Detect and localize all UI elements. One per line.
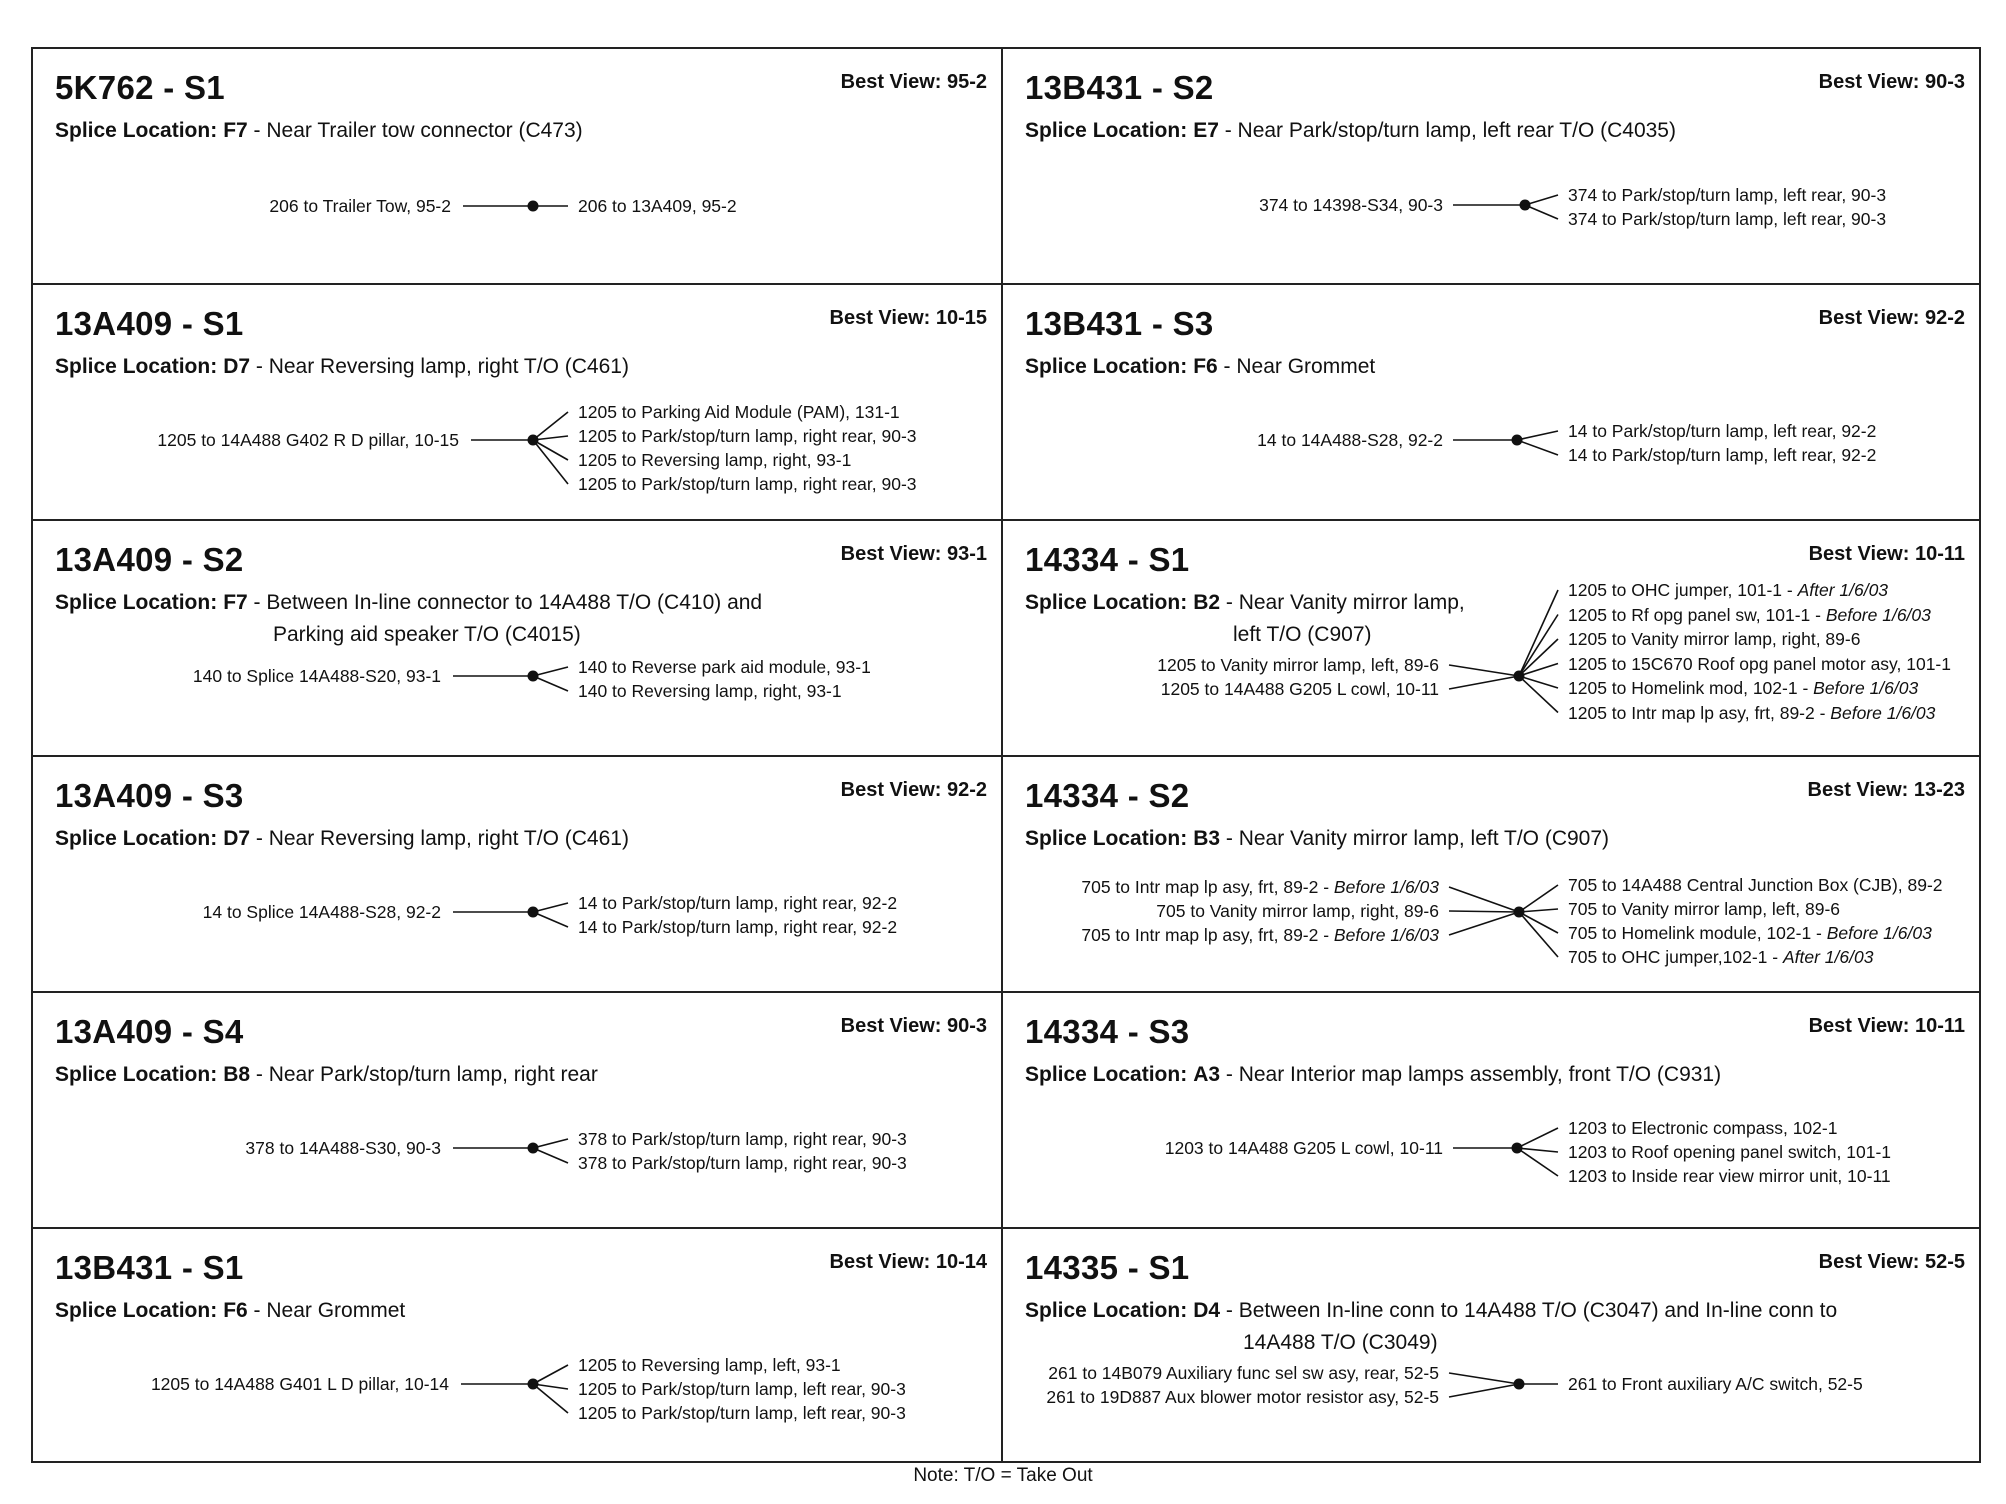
right-wire-label: 261 to Front auxiliary A/C switch, 52-5 (1568, 1374, 1863, 1394)
right-wire-label: 1205 to Reversing lamp, right, 93-1 (578, 450, 852, 470)
location-code: D4 (1193, 1299, 1221, 1322)
splice-location-label: Splice Location: (1025, 827, 1188, 850)
left-wire-label: 14 to Splice 14A488-S28, 92-2 (202, 902, 441, 922)
splice-location (55, 351, 987, 383)
location-code: D7 (223, 827, 251, 850)
splice-location-label: Splice Location: (55, 1299, 218, 1322)
right-wire-label: 705 to 14A488 Central Junction Box (CJB), 89-2 (1568, 875, 1943, 895)
splice-id: 14334 - S2 (1025, 777, 1190, 814)
splice-location (55, 823, 987, 855)
right-wire-line (533, 440, 568, 460)
left-wire-label: 261 to 14B079 Auxiliary func sel sw asy, rear, 52-5 (1048, 1363, 1439, 1383)
left-wire-label: 705 to Intr map lp asy, frt, 89-2 - Before 1/6/03 (1081, 925, 1439, 945)
right-wire-line (1517, 431, 1558, 440)
splice-location (55, 1059, 987, 1091)
location-text: - Near Reversing lamp, right T/O (C461) (250, 827, 629, 850)
best-view: Best View: 10-11 (1808, 1015, 1965, 1037)
take-out-note: Note: T/O = Take Out (913, 1465, 1093, 1486)
best-view: Best View: 95-2 (840, 71, 987, 93)
location-text: - Near Park/stop/turn lamp, left rear T/O (C4035) (1218, 119, 1676, 142)
right-wire-line (1525, 205, 1558, 219)
right-wire-label: 1205 to OHC jumper, 101-1 - After 1/6/03 (1568, 580, 1889, 600)
left-wire-line (1449, 1384, 1519, 1397)
location-text: - Near Park/stop/turn lamp, right rear (250, 1063, 598, 1086)
right-wire-label: 1205 to Homelink mod, 102-1 - Before 1/6/03 (1568, 678, 1919, 698)
best-view: Best View: 90-3 (840, 1015, 987, 1037)
location-text-continued: 14A488 T/O (C3049) (1243, 1331, 1438, 1354)
right-wire-label: 1205 to Vanity mirror lamp, right, 89-6 (1568, 629, 1861, 649)
left-wire-line (1449, 912, 1519, 935)
left-wire-line (1449, 665, 1519, 676)
best-view: Best View: 10-15 (829, 307, 987, 329)
right-wire-label: 1205 to Parking Aid Module (PAM), 131-1 (578, 402, 900, 422)
right-wire-label: 1205 to 15C670 Roof opg panel motor asy, 101-1 (1568, 653, 1951, 674)
right-wire-label: 378 to Park/stop/turn lamp, right rear, 90-3 (578, 1153, 907, 1173)
splice-location-label: Splice Location: (55, 355, 218, 378)
left-wire-label: 206 to Trailer Tow, 95-2 (269, 196, 451, 216)
right-wire-line (533, 676, 568, 691)
best-view: Best View: 52-5 (1818, 1251, 1965, 1273)
date-note: Before 1/6/03 (1333, 877, 1439, 897)
left-wire-label: 261 to 19D887 Aux blower motor resistor asy, 52-5 (1046, 1387, 1439, 1407)
location-code: F6 (1193, 355, 1218, 378)
right-wire-label: 14 to Park/stop/turn lamp, left rear, 92-2 (1568, 421, 1877, 441)
right-wire-label: 1205 to Intr map lp asy, frt, 89-2 - Before 1/6/03 (1568, 702, 1936, 723)
right-wire-label: 1205 to Park/stop/turn lamp, left rear, 90-3 (578, 1403, 906, 1423)
date-note: Before 1/6/03 (1813, 678, 1919, 698)
location-text: - Near Vanity mirror lamp, left T/O (C907) (1220, 827, 1610, 850)
location-text-continued: left T/O (C907) (1233, 623, 1372, 646)
location-text-continued: Parking aid speaker T/O (C4015) (273, 623, 581, 646)
splice-id: 14334 - S1 (1025, 541, 1190, 578)
location-text: - Near Grommet (247, 1299, 406, 1322)
splice-id: 14334 - S3 (1025, 1013, 1190, 1050)
left-wire-label: 1205 to 14A488 G401 L D pillar, 10-14 (150, 1374, 449, 1394)
date-note: Before 1/6/03 (1826, 923, 1932, 943)
left-wire-label: 1205 to 14A488 G205 L cowl, 10-11 (1160, 679, 1439, 699)
right-wire-label: 1205 to Rf opg panel sw, 101-1 - Before 1/6/03 (1568, 604, 1931, 625)
right-wire-line (1517, 440, 1558, 455)
right-wire-line (533, 912, 568, 927)
splice-location-label: Splice Location: (1025, 355, 1188, 378)
right-wire-label: 705 to OHC jumper,102-1 - After 1/6/03 (1568, 947, 1874, 967)
splice-id: 13A409 - S3 (55, 777, 244, 814)
best-view: Best View: 92-2 (1818, 307, 1965, 329)
splice-location (1025, 1295, 1965, 1359)
left-wire-line (1449, 676, 1519, 689)
best-view: Best View: 10-11 (1808, 543, 1965, 565)
splice-cell (33, 993, 1003, 1229)
left-wire-label: 378 to 14A488-S30, 90-3 (245, 1138, 441, 1158)
splice-cell (33, 285, 1003, 521)
best-view: Best View: 10-14 (829, 1251, 987, 1273)
right-wire-label: 140 to Reverse park aid module, 93-1 (578, 657, 871, 677)
splice-location (55, 1295, 987, 1327)
location-code: A3 (1193, 1063, 1221, 1086)
right-wire-label: 14 to Park/stop/turn lamp, left rear, 92-2 (1568, 445, 1877, 465)
right-wire-label: 140 to Reversing lamp, right, 93-1 (578, 681, 842, 701)
date-note: Before 1/6/03 (1825, 604, 1931, 625)
left-wire-line (1449, 887, 1519, 912)
right-wire-label: 14 to Park/stop/turn lamp, right rear, 92-2 (578, 917, 898, 937)
left-wire-line (1449, 1373, 1519, 1384)
right-wire-label: 1203 to Inside rear view mirror unit, 10-11 (1568, 1166, 1891, 1186)
splice-location (55, 115, 987, 147)
right-wire-label: 1203 to Roof opening panel switch, 101-1 (1568, 1142, 1892, 1162)
right-wire-label: 1205 to Park/stop/turn lamp, right rear, 90-3 (578, 474, 917, 494)
splice-location (55, 587, 987, 651)
right-wire-label: 206 to 13A409, 95-2 (578, 196, 737, 216)
location-text: - Near Vanity mirror lamp, (1220, 591, 1465, 614)
splice-location (1025, 351, 1965, 383)
splice-id: 14335 - S1 (1025, 1249, 1190, 1286)
left-wire-label: 705 to Intr map lp asy, frt, 89-2 - Before 1/6/03 (1081, 877, 1439, 897)
splice-location-label: Splice Location: (55, 827, 218, 850)
right-wire-label: 1205 to Park/stop/turn lamp, left rear, 90-3 (578, 1379, 906, 1399)
splice-id: 13A409 - S1 (55, 305, 244, 342)
splice-cell (1003, 757, 1979, 993)
splice-location-label: Splice Location: (1025, 119, 1188, 142)
splice-id: 5K762 - S1 (55, 69, 225, 106)
splice-cell (1003, 521, 1979, 757)
splice-cell (33, 1229, 1003, 1461)
right-wire-line (1517, 1128, 1558, 1148)
location-text: - Near Interior map lamps assembly, front T/O (C931) (1220, 1063, 1722, 1086)
splice-id: 13A409 - S4 (55, 1013, 244, 1050)
left-wire-label: 140 to Splice 14A488-S20, 93-1 (192, 666, 441, 686)
splice-cell (1003, 1229, 1979, 1461)
location-code: E7 (1193, 119, 1219, 142)
splice-id: 13A409 - S2 (55, 541, 244, 578)
location-code: F7 (223, 591, 248, 614)
splice-cell (1003, 49, 1979, 285)
location-code: B2 (1193, 591, 1221, 614)
splice-cell (1003, 993, 1979, 1229)
right-wire-line (533, 667, 568, 676)
splice-location-label: Splice Location: (55, 119, 218, 142)
location-code: B8 (223, 1063, 251, 1086)
left-wire-label: 14 to 14A488-S28, 92-2 (1257, 430, 1443, 450)
best-view: Best View: 92-2 (840, 779, 987, 801)
right-wire-line (1519, 912, 1558, 933)
splice-table (31, 47, 1981, 1463)
splice-location (1025, 1059, 1965, 1091)
location-code: B3 (1193, 827, 1221, 850)
splice-location-label: Splice Location: (1025, 1063, 1188, 1086)
date-note: Before 1/6/03 (1830, 702, 1936, 723)
location-text: - Near Reversing lamp, right T/O (C461) (250, 355, 629, 378)
right-wire-line (1519, 885, 1558, 912)
location-text: - Near Trailer tow connector (C473) (247, 119, 583, 142)
right-wire-label: 1205 to Reversing lamp, left, 93-1 (578, 1355, 841, 1375)
right-wire-label: 1205 to Park/stop/turn lamp, right rear, 90-3 (578, 426, 917, 446)
splice-location-label: Splice Location: (1025, 591, 1188, 614)
splice-location-label: Splice Location: (1025, 1299, 1188, 1322)
location-text: - Between In-line connector to 14A488 T/O (C410) and (247, 591, 763, 614)
right-wire-label: 1203 to Electronic compass, 102-1 (1568, 1118, 1838, 1138)
left-wire-line (1449, 911, 1519, 912)
location-code: F7 (223, 119, 248, 142)
right-wire-label: 705 to Homelink module, 102-1 - Before 1/6/03 (1568, 923, 1932, 943)
left-wire-label: 374 to 14398-S34, 90-3 (1259, 195, 1443, 215)
right-wire-line (533, 903, 568, 912)
splice-location (1025, 823, 1965, 855)
splice-cell (33, 757, 1003, 993)
right-wire-line (533, 1139, 568, 1148)
right-wire-label: 14 to Park/stop/turn lamp, right rear, 92-2 (578, 893, 898, 913)
location-text: - Near Grommet (1217, 355, 1376, 378)
splice-location-label: Splice Location: (55, 591, 218, 614)
best-view: Best View: 90-3 (1818, 71, 1965, 93)
right-wire-label: 705 to Vanity mirror lamp, left, 89-6 (1568, 899, 1841, 919)
location-text: - Between In-line conn to 14A488 T/O (C3047) and In-line conn to (1220, 1299, 1838, 1322)
date-note: After 1/6/03 (1782, 947, 1874, 967)
best-view: Best View: 93-1 (840, 543, 987, 565)
right-wire-label: 374 to Park/stop/turn lamp, left rear, 90-3 (1568, 185, 1887, 205)
best-view: Best View: 13-23 (1807, 779, 1965, 801)
splice-location-label: Splice Location: (55, 1063, 218, 1086)
right-wire-line (1525, 195, 1558, 205)
splice-cell (33, 49, 1003, 285)
splice-id: 13B431 - S3 (1025, 305, 1214, 342)
right-wire-line (533, 440, 568, 484)
date-note: Before 1/6/03 (1333, 925, 1439, 945)
left-wire-label: 1205 to Vanity mirror lamp, left, 89-6 (1157, 655, 1439, 675)
left-wire-label: 705 to Vanity mirror lamp, right, 89-6 (1156, 901, 1439, 921)
date-note: After 1/6/03 (1797, 580, 1889, 600)
splice-cell (33, 521, 1003, 757)
splice-location (1025, 115, 1965, 147)
right-wire-line (533, 1365, 568, 1384)
right-wire-line (1519, 912, 1558, 957)
left-wire-label: 1203 to 14A488 G205 L cowl, 10-11 (1164, 1138, 1443, 1158)
location-code: D7 (223, 355, 251, 378)
splice-cell (1003, 285, 1979, 521)
left-wire-label: 1205 to 14A488 G402 R D pillar, 10-15 (157, 430, 459, 450)
splice-id: 13B431 - S1 (55, 1249, 244, 1286)
splice-id: 13B431 - S2 (1025, 69, 1214, 106)
right-wire-line (1519, 909, 1558, 912)
right-wire-label: 378 to Park/stop/turn lamp, right rear, 90-3 (578, 1129, 907, 1149)
location-code: F6 (223, 1299, 248, 1322)
right-wire-label: 374 to Park/stop/turn lamp, left rear, 90-3 (1568, 209, 1887, 229)
right-wire-line (533, 1148, 568, 1163)
